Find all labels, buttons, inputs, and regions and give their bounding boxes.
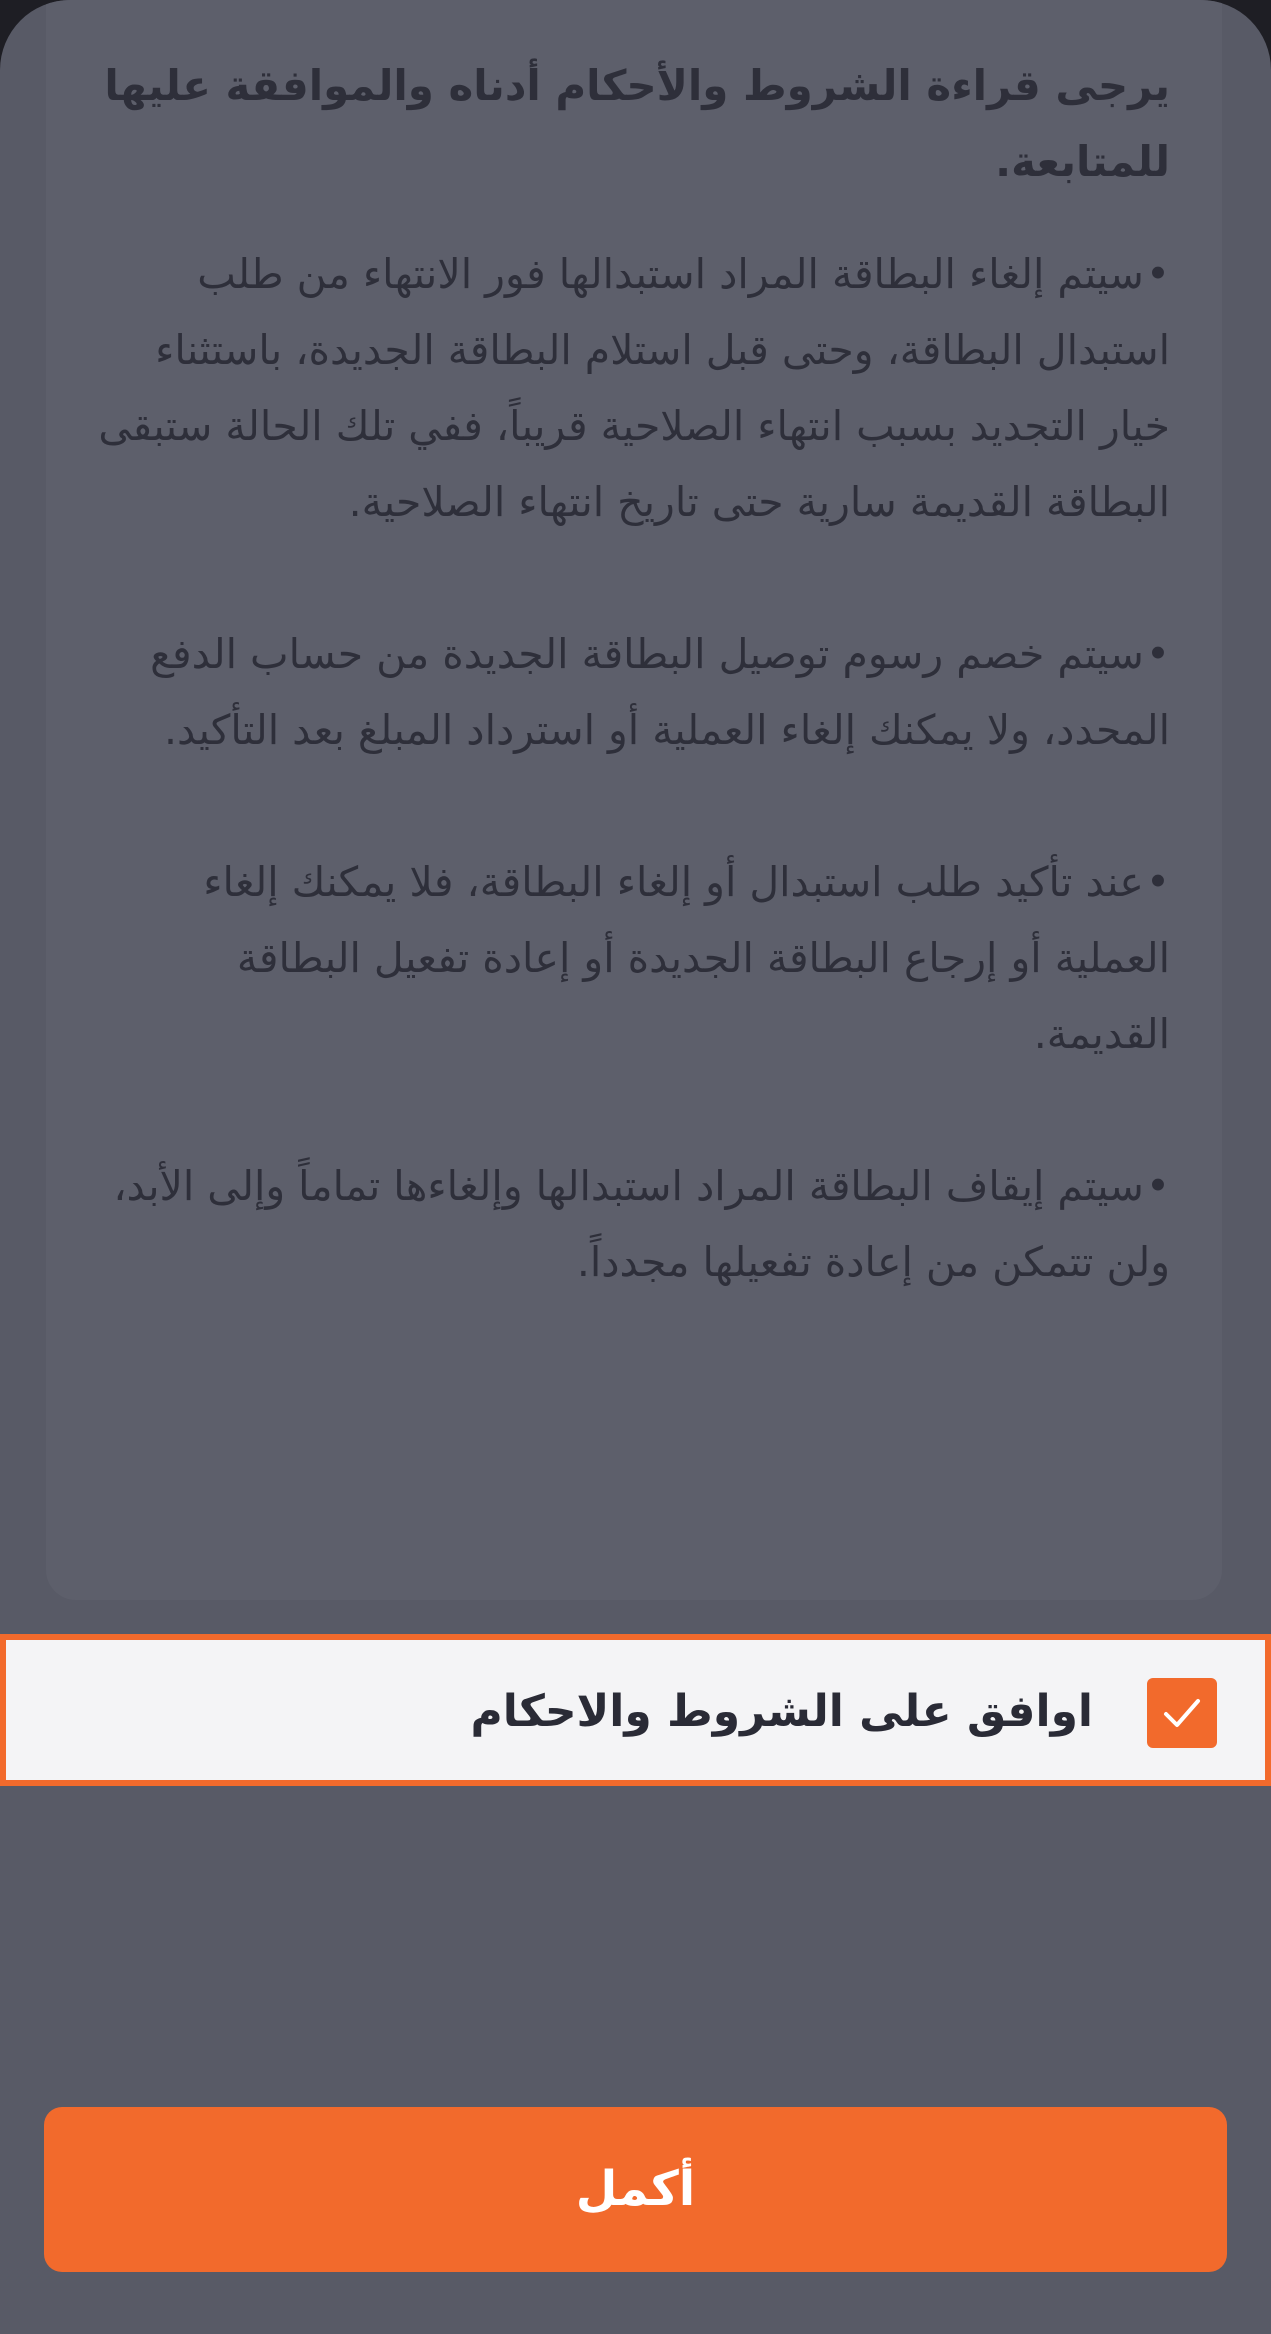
term-text: سيتم إلغاء البطاقة المراد استبدالها فور الانتهاء من طلب استبدال البطاقة، وحتى قبل استلام البطاقة الجديدة، باستثناء خيار التجديد بسبب انتهاء الصلاحية قريباً، ففي تلك الحالة ستبقى البطاقة القديمة سارية حتى تاريخ انتهاء الصلاحية. [98,250,1170,526]
continue-button[interactable]: أكمل [44,2107,1227,2272]
term-item-1 [98,236,1170,540]
bullet-icon: • [1145,250,1170,298]
term-text: عند تأكيد طلب استبدال أو إلغاء البطاقة، فلا يمكنك إلغاء العملية أو إرجاع البطاقة الجديدة أو إعادة تفعيل البطاقة القديمة. [203,858,1170,1058]
agree-terms-row[interactable] [0,1634,1271,1786]
term-text: سيتم خصم رسوم توصيل البطاقة الجديدة من حساب الدفع المحدد، ولا يمكنك إلغاء العملية أو استرداد المبلغ بعد التأكيد. [150,630,1170,754]
term-item-4 [98,1148,1170,1300]
term-item-3 [98,844,1170,1072]
terms-intro: يرجى قراءة الشروط والأحكام أدناه والموافقة عليها للمتابعة. [104,61,1170,186]
agree-label[interactable]: اوافق على الشروط والاحكام [470,1686,1093,1737]
terms-panel [46,0,1222,1600]
bullet-icon: • [1145,858,1170,906]
checkmark-icon [1162,1695,1202,1731]
term-item-2 [98,616,1170,768]
bullet-icon: • [1145,1162,1170,1210]
term-text: سيتم إيقاف البطاقة المراد استبدالها وإلغاءها تماماً وإلى الأبد، ولن تتمكن من إعادة تفعيلها مجدداً. [113,1162,1170,1286]
bullet-icon: • [1145,630,1170,678]
agree-checkbox[interactable] [1147,1678,1217,1748]
